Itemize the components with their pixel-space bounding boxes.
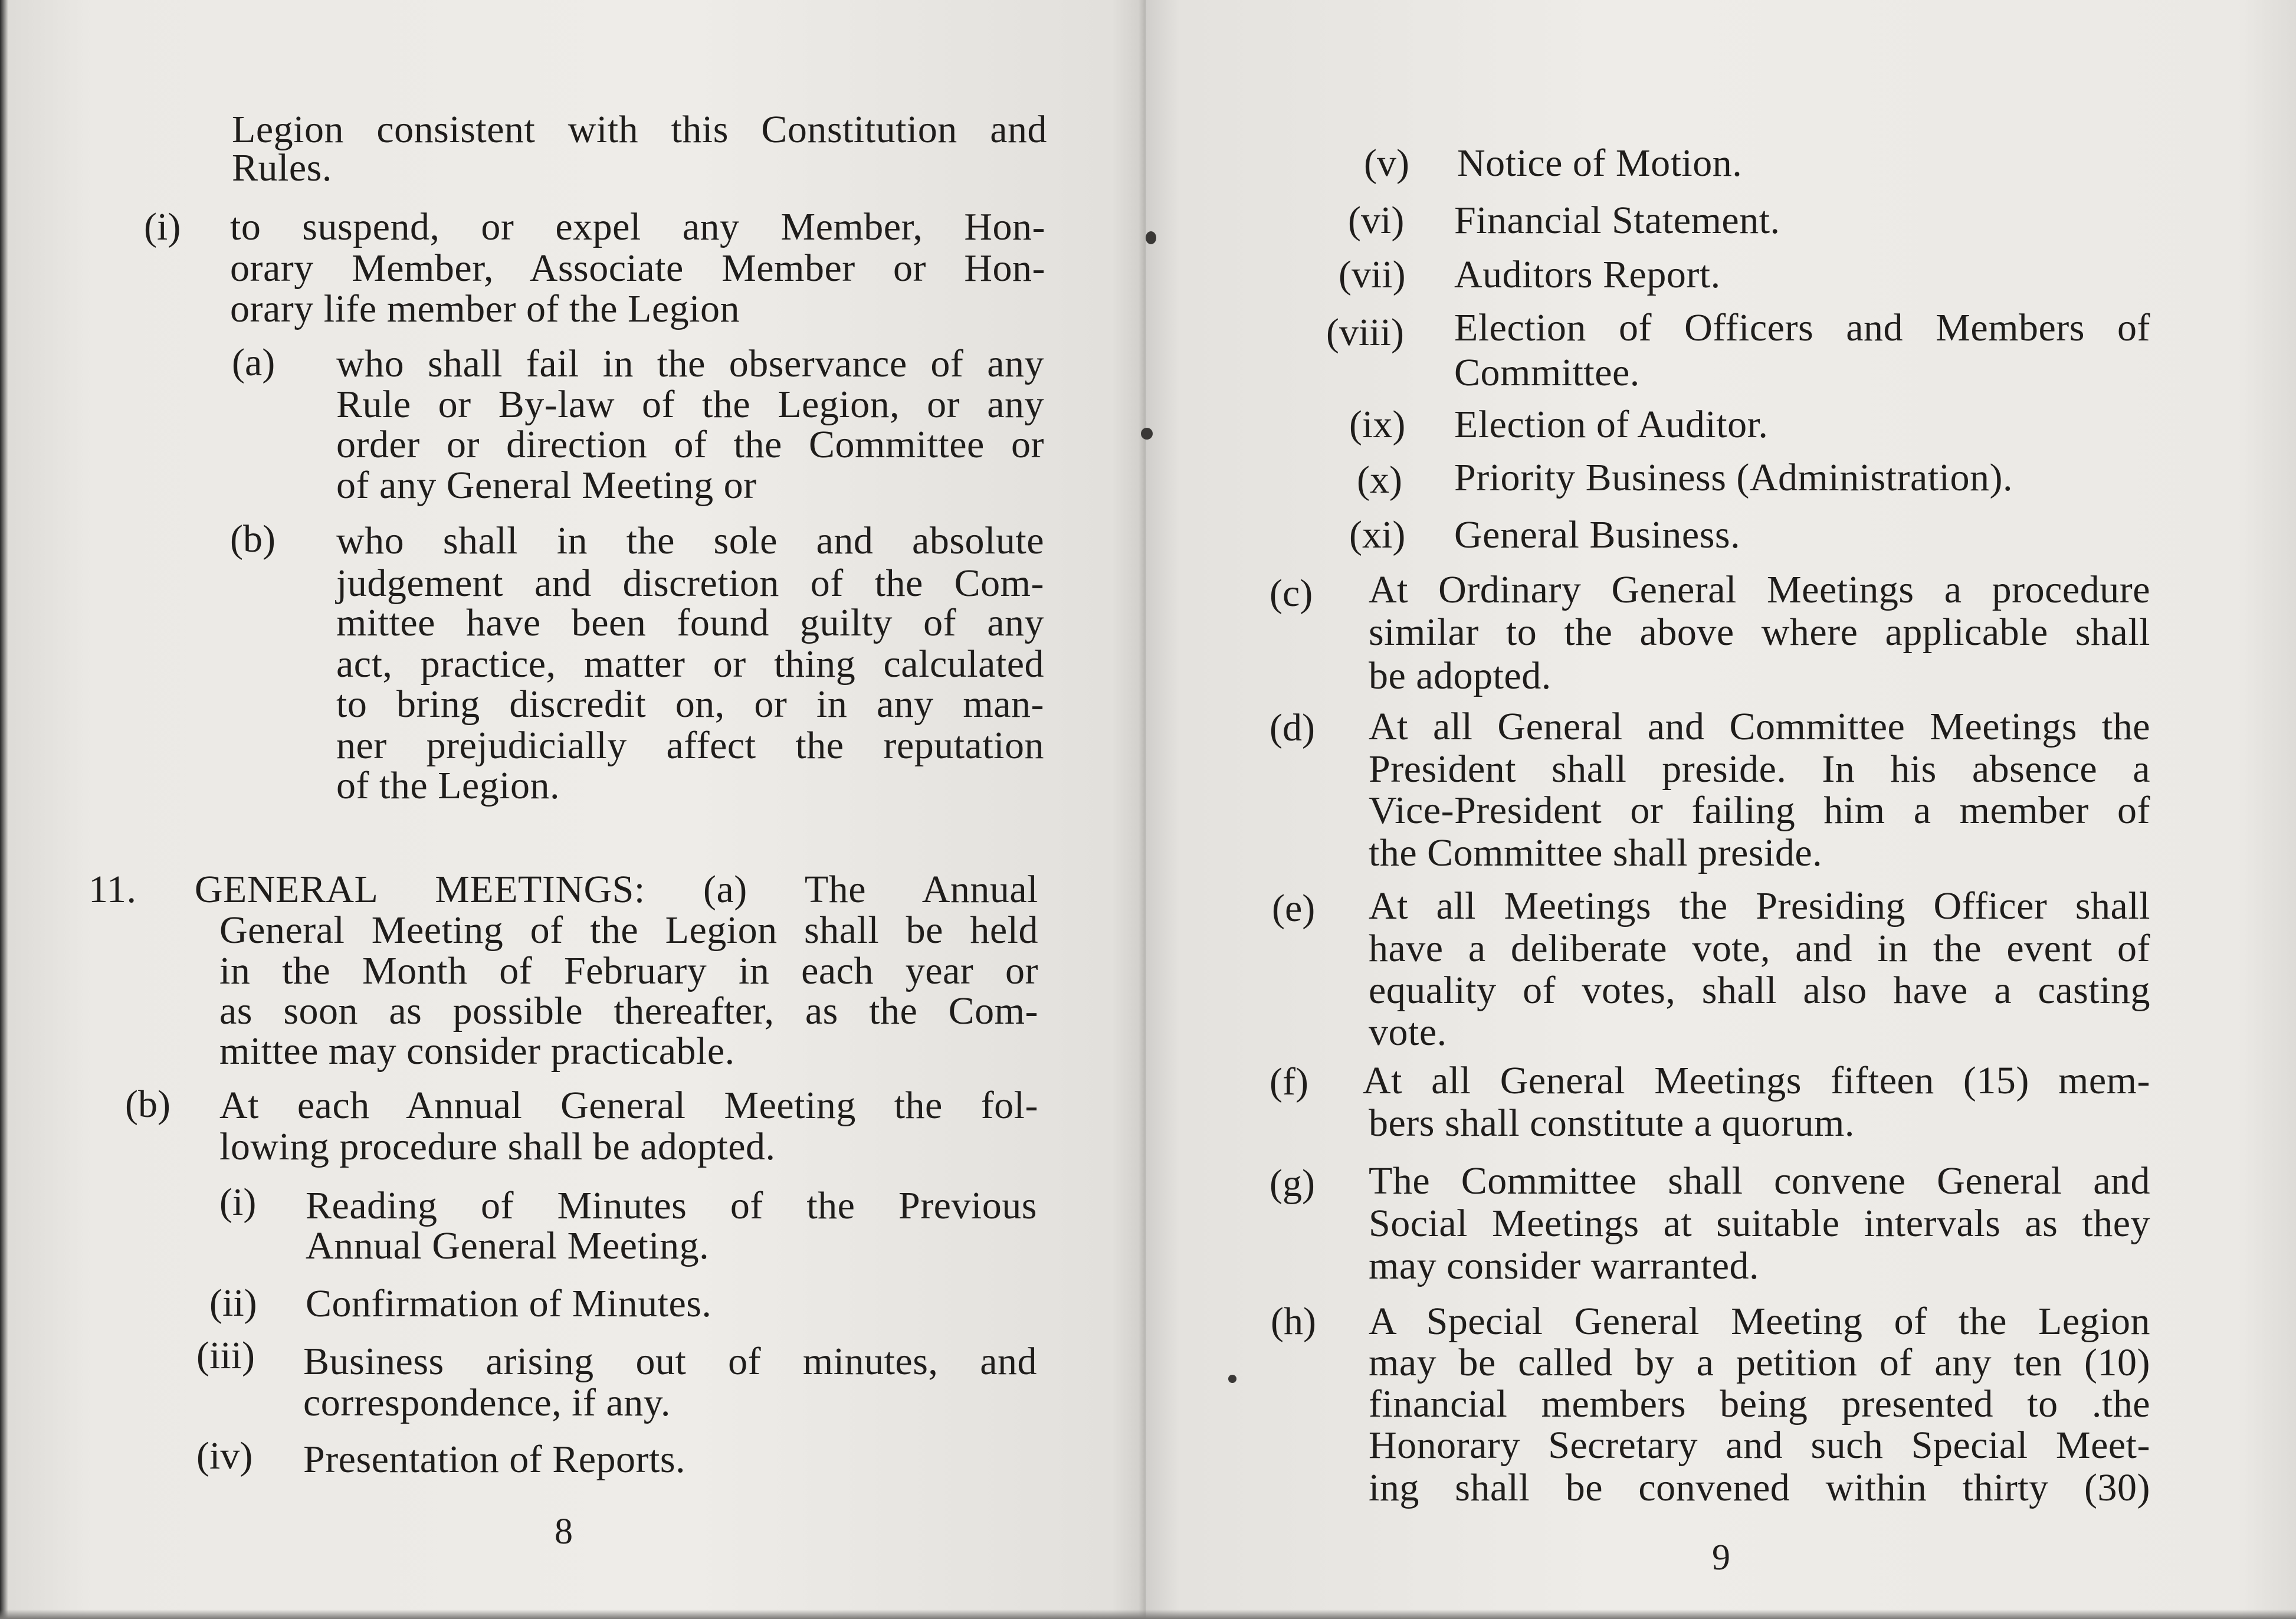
left-page [0,0,1146,1619]
text-line: Rules. [232,146,332,189]
text-line: correspondence, if any. [303,1381,671,1424]
item-number: (d) [1270,706,1315,749]
text-line: judgement and discretion of the Com- [336,562,1044,605]
text-line: Rule or By-law of the Legion, or any [336,383,1044,426]
item-number: (b) [125,1083,170,1126]
text-line: At all Meetings the Presiding Officer shall [1369,884,2150,928]
text-line: Notice of Motion. [1457,142,1743,185]
item-number: (b) [230,517,275,561]
text-line: Auditors Report. [1454,253,1721,296]
item-number: (ii) [209,1282,257,1325]
text-line: Business arising out of minutes, and [303,1340,1037,1383]
text-line: may consider warranted. [1369,1244,1760,1287]
text-line: The Committee shall convene General and [1369,1159,2150,1202]
text-line: At each Annual General Meeting the fol- [219,1084,1038,1127]
scan-edge-shadow [0,0,8,1619]
item-number: (iii) [196,1334,255,1377]
text-line: ner prejudicially affect the reputation [336,724,1044,767]
text-line: have a deliberate vote, and in the event of [1369,927,2150,970]
scan-bottom-edge [0,1610,2296,1619]
text-line: mittee have been found guilty of any [336,601,1044,644]
text-line: act, practice, matter or thing calculated [336,643,1044,686]
text-line: Presentation of Reports. [303,1438,686,1481]
text-line: orary Member, Associate Member or Hon- [230,247,1045,290]
item-number: (i) [219,1181,257,1224]
staple-mark [1146,231,1156,244]
text-line: of any General Meeting or [336,464,757,507]
text-line: Confirmation of Minutes. [306,1282,712,1325]
ink-speck [1228,1375,1236,1383]
text-line: General Meeting of the Legion shall be held [219,909,1038,952]
text-line: Legion consistent with this Constitution and [232,108,1047,151]
item-number: (ix) [1349,403,1406,446]
text-line: General Business. [1454,513,1741,556]
text-line: financial members being presented to .the [1369,1382,2150,1425]
text-line: vote. [1369,1011,1447,1054]
text-line: ing shall be convened within thirty (30) [1369,1466,2150,1509]
text-line: to bring discredit on, or in any man- [336,683,1044,726]
item-number: (f) [1270,1060,1308,1103]
item-number: (a) [232,341,275,384]
item-number: (i) [144,205,181,248]
text-line: Committee. [1454,351,1640,394]
text-line: order or direction of the Committee or [336,423,1044,466]
text-line: orary life member of the Legion [230,287,740,330]
item-number: (e) [1272,887,1316,930]
item-number: (v) [1364,142,1409,185]
item-number: (x) [1357,458,1402,502]
text-line: Election of Officers and Members of [1454,306,2150,349]
item-number: (xi) [1349,513,1406,556]
text-line: be adopted. [1369,654,1552,697]
right-page [1146,0,2296,1619]
text-line: Priority Business (Administration). [1454,456,2013,499]
text-line: of the Legion. [336,764,560,807]
text-line: Honorary Secretary and such Special Meet- [1369,1424,2150,1467]
text-line: equality of votes, shall also have a casting [1369,969,2150,1012]
text-line: Annual General Meeting. [306,1224,710,1267]
text-line: similar to the above where applicable shall [1369,611,2150,654]
item-number: (h) [1271,1300,1316,1343]
text-line: bers shall constitute a quorum. [1369,1102,1855,1145]
item-number: (vii) [1339,253,1406,296]
text-line: who shall in the sole and absolute [336,519,1044,562]
text-line: At all General Meetings fifteen (15) mem- [1363,1059,2150,1102]
text-line: who shall fail in the observance of any [336,342,1044,385]
text-line: Vice-President or failing him a member of [1369,789,2150,832]
section-heading: 11. GENERAL MEETINGS: (a) The Annual [88,868,1038,911]
text-line: Social Meetings at suitable intervals as they [1369,1202,2150,1245]
item-number: (iv) [196,1434,253,1477]
text-line: to suspend, or expel any Member, Hon- [230,205,1045,248]
text-line: Election of Auditor. [1454,403,1769,446]
text-line: At Ordinary General Meetings a procedure [1369,568,2150,611]
text-line: in the Month of February in each year or [219,949,1038,992]
page-number: 9 [1712,1538,1730,1578]
item-number: (viii) [1326,311,1404,354]
text-line: A Special General Meeting of the Legion [1369,1300,2150,1343]
text-line: the Committee shall preside. [1369,831,1823,874]
text-line: mittee may consider practicable. [219,1030,735,1073]
page-number: 8 [555,1512,573,1552]
text-line: Reading of Minutes of the Previous [306,1184,1037,1227]
item-number: (g) [1270,1162,1315,1205]
item-number: (vi) [1348,199,1405,242]
text-line: may be called by a petition of any ten (10) [1369,1341,2150,1384]
text-line: lowing procedure shall be adopted. [219,1125,776,1168]
text-line: Financial Statement. [1454,199,1780,242]
text-line: as soon as possible thereafter, as the Com- [219,989,1038,1033]
text-line: At all General and Committee Meetings the [1369,705,2150,748]
text-line: President shall preside. In his absence a [1369,748,2150,791]
staple-mark [1141,428,1153,440]
item-number: (c) [1270,572,1313,615]
